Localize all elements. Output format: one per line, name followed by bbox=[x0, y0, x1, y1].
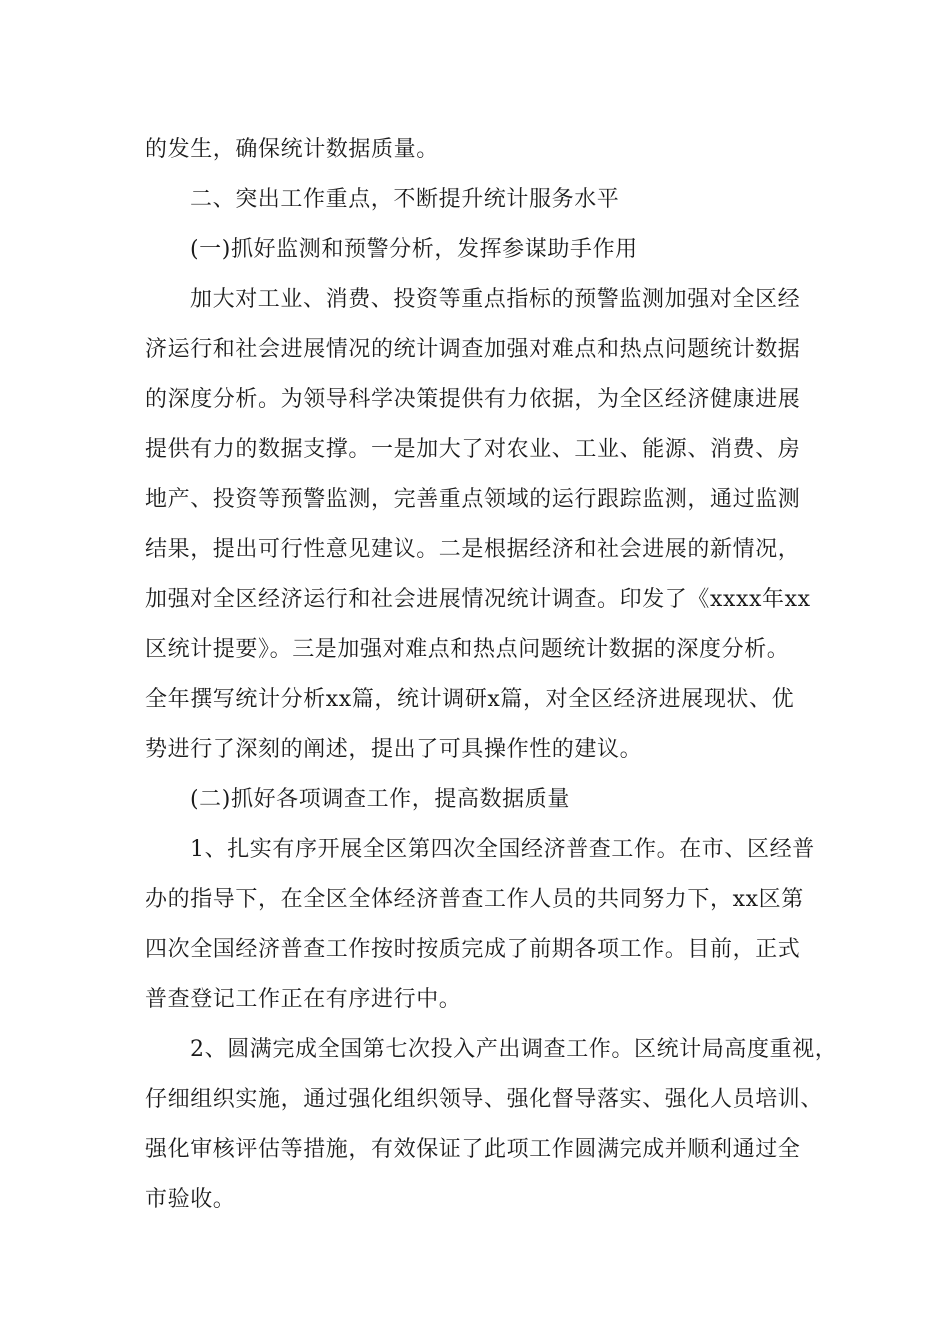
paragraph-line: 地产、投资等预警监测，完善重点领域的运行跟踪监测，通过监测 bbox=[145, 487, 801, 512]
paragraph-line: 区统计提要》。三是加强对难点和热点问题统计数据的深度分析。 bbox=[145, 637, 790, 662]
paragraph-line: 加大对工业、消费、投资等重点指标的预警监测加强对全区经 bbox=[190, 287, 801, 312]
subsection-heading: (一)抓好监测和预警分析，发挥参谋助手作用 bbox=[190, 237, 638, 262]
paragraph-line: 济运行和社会进展情况的统计调查加强对难点和热点问题统计数据 bbox=[145, 337, 801, 362]
paragraph-line: 四次全国经济普查工作按时按质完成了前期各项工作。目前，正式 bbox=[145, 937, 801, 962]
paragraph-line: 普查登记工作正在有序进行中。 bbox=[145, 987, 462, 1012]
paragraph-line: 仔细组织实施，通过强化组织领导、强化督导落实、强化人员培训、 bbox=[145, 1087, 824, 1112]
paragraph-line: 加强对全区经济运行和社会进展情况统计调查。印发了《xxxx年xx bbox=[145, 587, 811, 612]
paragraph-line: 的发生，确保统计数据质量。 bbox=[145, 137, 439, 162]
paragraph-line: 全年撰写统计分析xx篇，统计调研x篇，对全区经济进展现状、优 bbox=[145, 687, 795, 712]
paragraph-line: 提供有力的数据支撑。一是加大了对农业、工业、能源、消费、房 bbox=[145, 437, 801, 462]
paragraph-line: 市验收。 bbox=[145, 1187, 236, 1212]
paragraph-line: 1、扎实有序开展全区第四次全国经济普查工作。在市、区经普 bbox=[190, 837, 815, 862]
paragraph-line: 势进行了深刻的阐述，提出了可具操作性的建议。 bbox=[145, 737, 643, 762]
paragraph-line: 的深度分析。为领导科学决策提供有力依据，为全区经济健康进展 bbox=[145, 387, 801, 412]
paragraph-line: 2、圆满完成全国第七次投入产出调查工作。区统计局高度重视， bbox=[190, 1037, 838, 1062]
paragraph-line: 办的指导下，在全区全体经济普查工作人员的共同努力下，xx区第 bbox=[145, 887, 804, 912]
paragraph-line: 结果，提出可行性意见建议。二是根据经济和社会进展的新情况， bbox=[145, 537, 801, 562]
section-heading: 二、突出工作重点，不断提升统计服务水平 bbox=[190, 187, 620, 212]
subsection-heading: (二)抓好各项调查工作，提高数据质量 bbox=[190, 787, 570, 812]
paragraph-line: 强化审核评估等措施，有效保证了此项工作圆满完成并顺利通过全 bbox=[145, 1137, 801, 1162]
